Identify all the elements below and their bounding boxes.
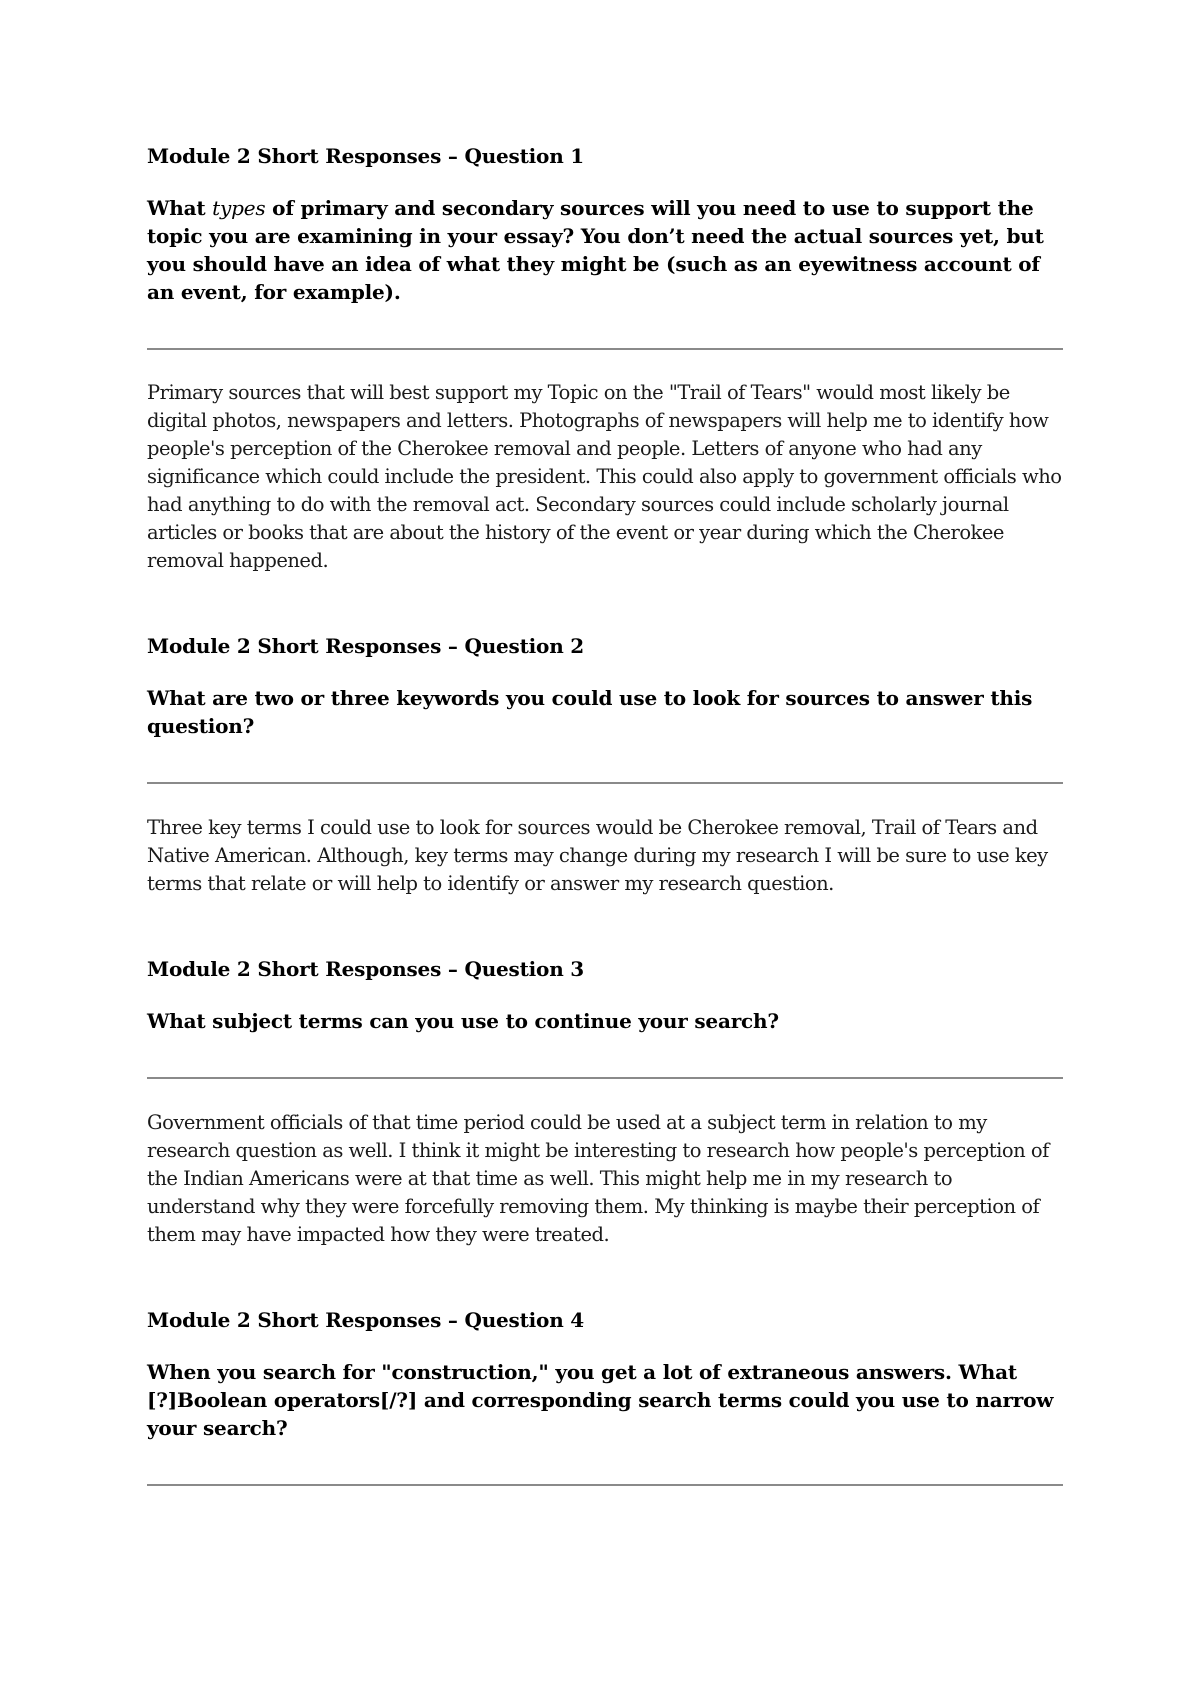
question-3-divider bbox=[147, 1077, 1063, 1079]
question-2-divider bbox=[147, 782, 1063, 784]
question-3-prompt: What subject terms can you use to continue your search? bbox=[147, 1009, 779, 1033]
question-1-section bbox=[147, 142, 1063, 575]
question-1-prompt-start: What bbox=[147, 196, 213, 220]
question-3-heading: Module 2 Short Responses – Question 3 bbox=[147, 957, 585, 981]
question-1-divider bbox=[147, 348, 1063, 350]
document-page bbox=[147, 142, 1063, 1486]
question-2-heading: Module 2 Short Responses – Question 2 bbox=[147, 634, 585, 658]
question-4-section bbox=[147, 1306, 1063, 1486]
question-2-prompt: What are two or three keywords you could use to look for sources to answer this question? bbox=[147, 686, 1033, 738]
question-1-prompt bbox=[147, 194, 1063, 306]
question-1-prompt-rest: of primary and secondary sources will you need to use to support the topic you are examining in your essay? You don’t need the actual sources yet, but you should have an idea of what they might be (such as an eyewitness account of an event, for example). bbox=[147, 196, 1044, 304]
question-4-heading: Module 2 Short Responses – Question 4 bbox=[147, 1308, 585, 1332]
question-1-answer: Primary sources that will best support my Topic on the "Trail of Tears" would most likely be digital photos, newspapers and letters. Photographs of newspapers will help me to identify how people's perception of the Cherokee removal and people. Letters of anyone who had any significance which could include the president. This could also apply to government officials who had anything to do with the removal act. Secondary sources could include scholarly journal articles or books that are about the history of the event or year during which the Cherokee removal happened. bbox=[147, 381, 1062, 572]
question-1-prompt-emphasis: types bbox=[212, 196, 266, 220]
question-3-answer: Government officials of that time period could be used at a subject term in relation to my research question as well. I think it might be interesting to research how people's perception of the Indian Americans were at that time as well. This might help me in my research to understand why they were forcefully removing them. My thinking is maybe their perception of them may have impacted how they were treated. bbox=[147, 1111, 1049, 1246]
question-2-section bbox=[147, 632, 1063, 898]
question-4-divider bbox=[147, 1484, 1063, 1486]
question-4-prompt: When you search for "construction," you get a lot of extraneous answers. What [?]Boolean operators[/?] and corresponding search terms could you use to narrow your search? bbox=[147, 1360, 1054, 1440]
question-1-heading: Module 2 Short Responses – Question 1 bbox=[147, 144, 585, 168]
question-2-answer: Three key terms I could use to look for sources would be Cherokee removal, Trail of Tears and Native American. Although, key terms may change during my research I will be sure to use key terms that relate or will help to identify or answer my research question. bbox=[147, 816, 1048, 895]
question-3-section bbox=[147, 955, 1063, 1249]
